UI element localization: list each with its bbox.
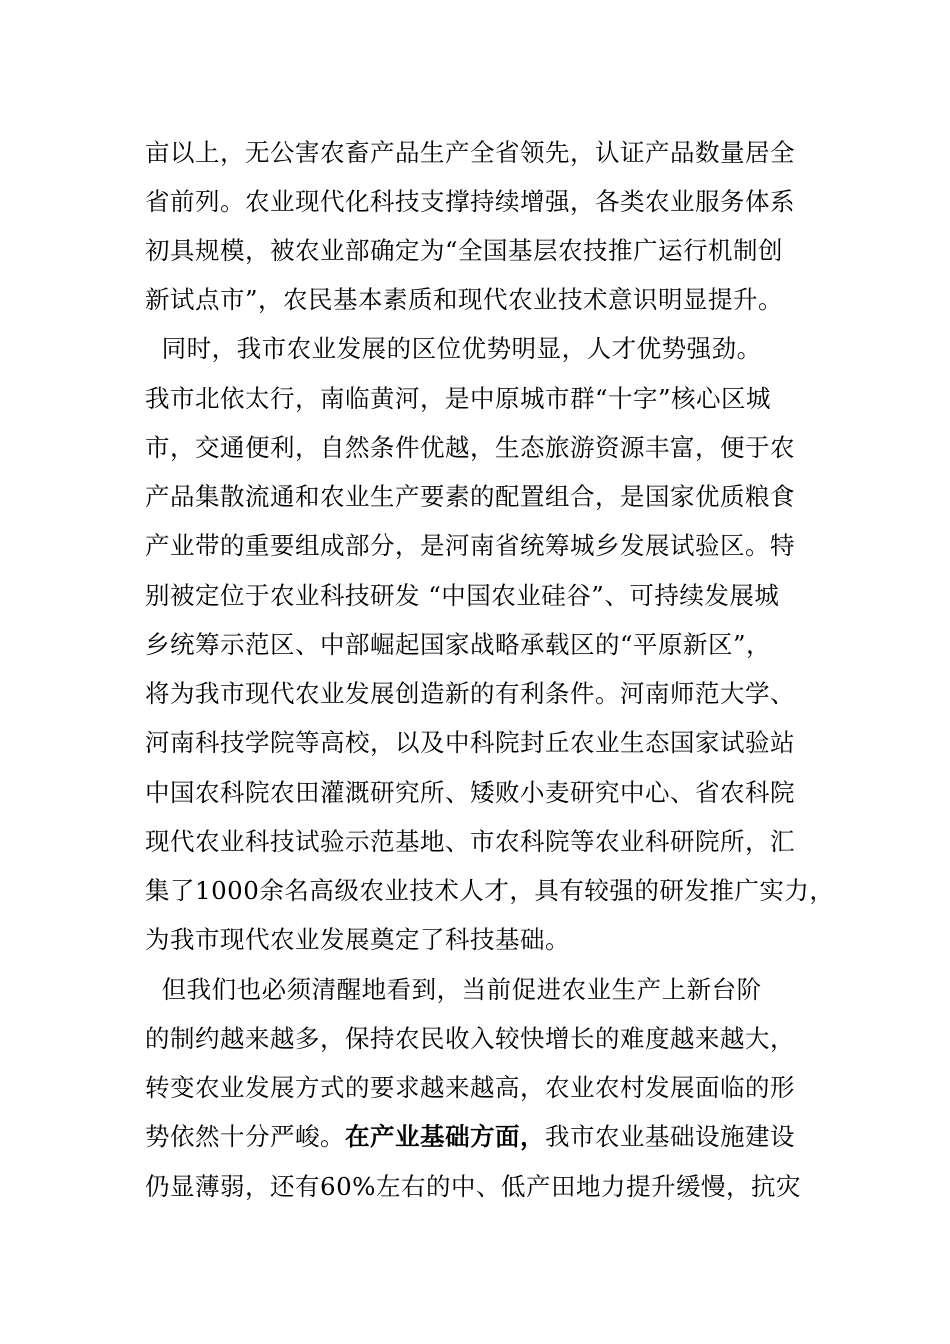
text-line: 市，交通便利，自然条件优越，生态旅游资源丰富，便于农 <box>145 433 795 462</box>
text-line: 中国农科院农田灌溉研究所、矮败小麦研究中心、省农科院 <box>145 778 795 807</box>
text-line: 河南科技学院等高校，以及中科院封丘农业生态国家试验站 <box>145 728 795 757</box>
text-line: 集了1000余名高级农业技术人才，具有较强的研发推广实力， <box>145 876 835 905</box>
text-line: 转变农业发展方式的要求越来越高，农业农村发展面临的形 <box>145 1073 795 1102</box>
text-line: 产品集散流通和农业生产要素的配置组合，是国家优质粮食 <box>145 482 795 511</box>
text-line: 乡统筹示范区、中部崛起国家战略承载区的“平原新区”， <box>145 630 772 659</box>
text-line: 但我们也必须清醒地看到，当前促进农业生产上新台阶 <box>145 975 762 1004</box>
text-line: 我市北依太行，南临黄河，是中原城市群“十字”核心区城 <box>145 384 772 413</box>
text-segment: 我市农业基础设施建设 <box>545 1122 795 1151</box>
text-line: 现代农业科技试验示范基地、市农科院等农业科研院所，汇 <box>145 827 795 856</box>
text-line: 新试点市”，农民基本素质和现代农业技术意识明显提升。 <box>145 285 784 314</box>
text-line: 产业带的重要组成部分，是河南省统筹城乡发展试验区。特 <box>145 531 795 560</box>
text-line: 仍显薄弱，还有60%左右的中、低产田地力提升缓慢，抗灾 <box>145 1172 801 1201</box>
text-line: 初具规模，被农业部确定为“全国基层农技推广运行机制创 <box>145 236 784 265</box>
text-segment: 势依然十分严峻。 <box>145 1122 345 1151</box>
text-line: 的制约越来越多，保持农民收入较快增长的难度越来越大， <box>145 1024 795 1053</box>
text-line <box>145 1117 795 1157</box>
text-line: 省前列。农业现代化科技支撑持续增强，各类农业服务体系 <box>145 187 795 216</box>
text-line: 为我市现代农业发展奠定了科技基础。 <box>145 925 570 954</box>
text-line: 亩以上，无公害农畜产品生产全省领先，认证产品数量居全 <box>145 138 795 167</box>
text-line: 同时，我市农业发展的区位优势明显，人才优势强劲。 <box>145 334 762 363</box>
text-line: 将为我市现代农业发展创造新的有利条件。河南师范大学、 <box>145 679 795 708</box>
text-line: 别被定位于农业科技研发 “中国农业硅谷”、可持续发展城 <box>145 581 780 610</box>
bold-heading-phrase: 在产业基础方面， <box>345 1122 545 1151</box>
